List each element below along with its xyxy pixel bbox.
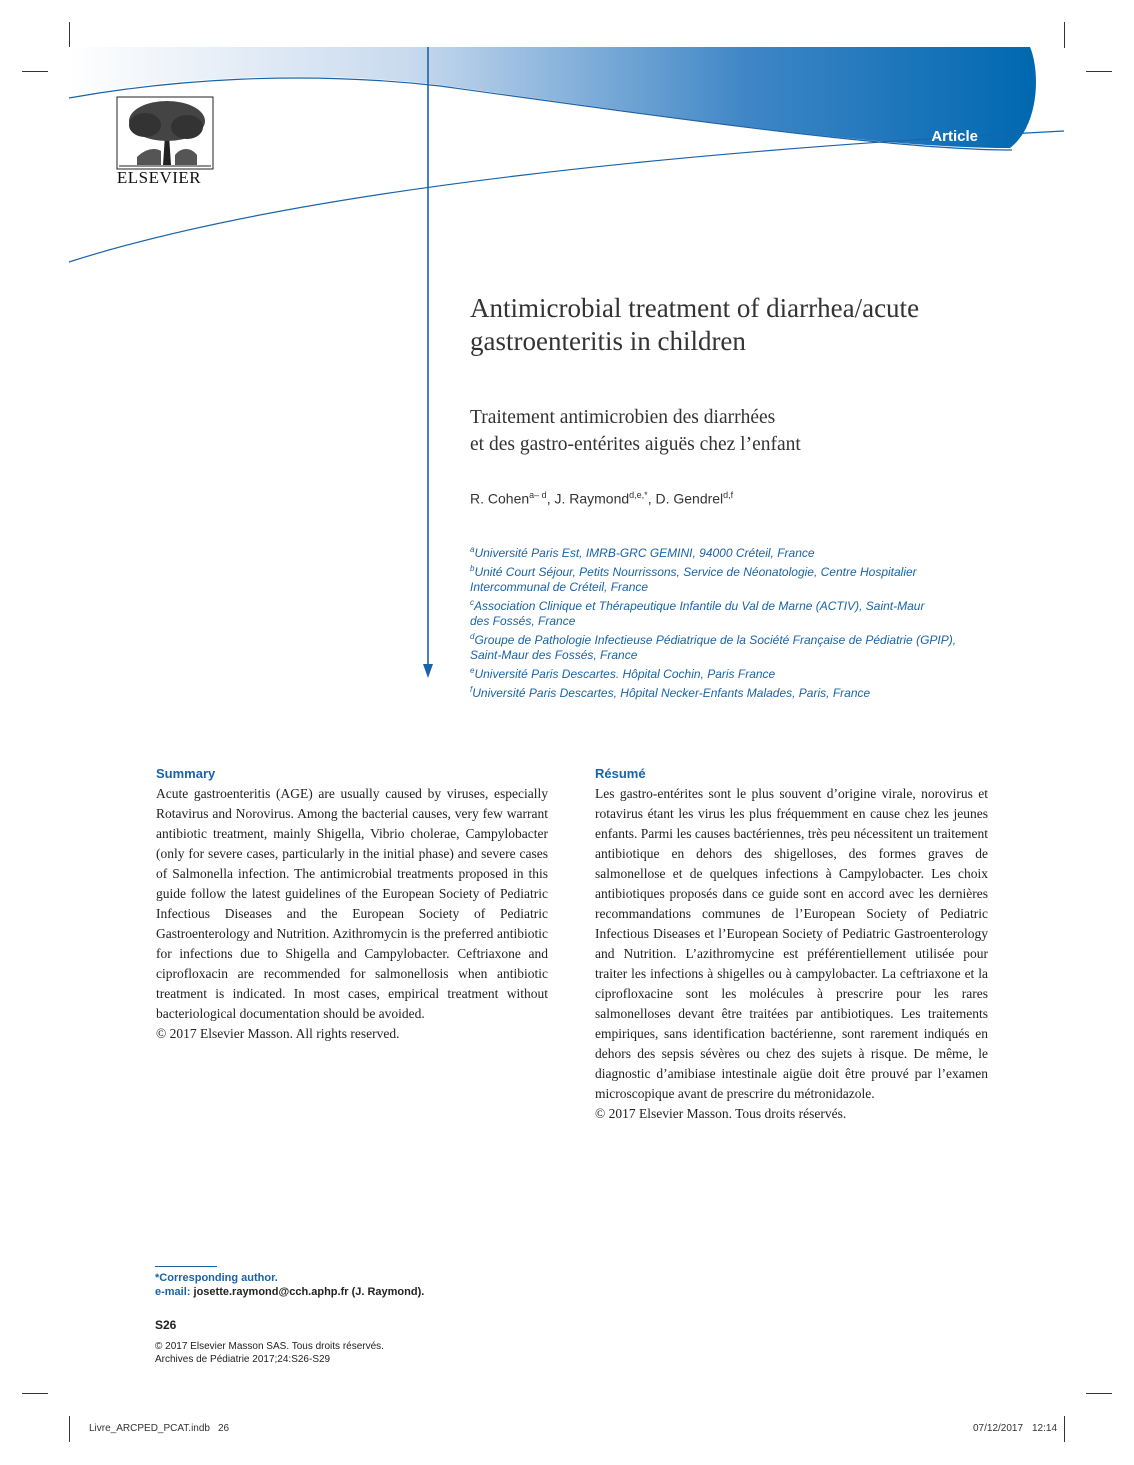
article-title bbox=[470, 292, 1030, 358]
affiliation-text: des Fossés, France bbox=[470, 614, 576, 628]
affiliation-text: Unité Court Séjour, Petits Nourrissons, Service de Néonatologie, Centre Hospitalier bbox=[474, 565, 917, 579]
print-slug-page: 26 bbox=[218, 1423, 230, 1434]
publisher-wordmark: ELSEVIER bbox=[116, 168, 202, 187]
summary-heading: Summary bbox=[156, 766, 216, 781]
resume-text: Les gastro-entérites sont le plus souvent d’origine virale, norovirus et rotavirus étant les virus les plus fréquemment en cause chez les jeunes enfants. Parmi les causes bactériennes, très peu nécessitent un traitement antibiotique en dehors des shigelloses, des formes graves de salmonellose et de quelques infections à Campylobacter. Les choix antibiotiques proposés dans ce guide sont en accord avec les dernières recommandations communes de l’European Society of Pediatric Infectious Diseases et l’European Society of Pediatric Gastroenterology and Nutrition. L’azithromycine est préférentiellement utilisée pour traiter les infections à shigelles ou à campylobacter. La ceftriaxone et la ciprofloxacine sont les molécules à prescrire pour les rares salmonelloses devant être traitées par antibiotiques. Les traitements empiriques, sans identification bactérienne, sont rarement indiqués en dehors des sepsis sévères ou chez des sujets à risque. De même, le diagnostic d’amibiase intestinale aigüe doit être prouvé par l’examen microscopique avant de prescrire du métronidazole. bbox=[595, 786, 988, 1101]
author-name: J. Raymond bbox=[554, 490, 630, 507]
affiliation-item bbox=[470, 542, 1010, 561]
footnote-divider bbox=[155, 1266, 217, 1267]
affiliation-marker: d bbox=[470, 632, 475, 641]
title-line: gastroenteritis in children bbox=[470, 326, 746, 356]
affiliation-text: Saint-Maur des Fossés, France bbox=[470, 648, 638, 662]
affiliation-marker: f bbox=[470, 685, 473, 694]
affiliation-marker: c bbox=[470, 598, 474, 607]
corresponding-email bbox=[155, 1286, 424, 1298]
title-line: Antimicrobial treatment of diarrhea/acute bbox=[470, 293, 920, 323]
footer-copyright: © 2017 Elsevier Masson SAS. Tous droits réservés. bbox=[155, 1341, 384, 1352]
affiliation-item bbox=[470, 663, 1010, 682]
resume-abstract bbox=[595, 784, 988, 1124]
header-wave-line-bottom bbox=[69, 131, 1064, 262]
affiliation-marker: a bbox=[470, 545, 475, 554]
author-affiliation-marker: a– d bbox=[529, 490, 547, 500]
author-affiliation-marker: d,f bbox=[723, 490, 734, 500]
subtitle-line: Traitement antimicrobien des diarrhées bbox=[470, 407, 776, 428]
author-name: D. Gendrel bbox=[655, 490, 724, 507]
summary-text: Acute gastroenteritis (AGE) are usually caused by viruses, especially Rotavirus and Norovirus. Among the bacterial causes, very few warrant antibiotic treatment, mainly Shigella, Vibrio cholerae, Campylobacter (only for severe cases, particularly in the initial phase) and severe cases of Salmonella infection. The antimicrobial treatments proposed in this guide follow the latest guidelines of the European Society of Pediatric Infectious Diseases and the European Society of Pediatric Gastroenterology and Nutrition. Azithromycin is the preferred antibiotic for infections due to Shigella and Campylobacter. Ceftriaxone and ciprofloxacin are recommended for salmonellosis when antibiotic treatment is indicated. In most cases, empirical treatment without bacteriological documentation should be avoided. bbox=[156, 786, 548, 1021]
affiliation-item bbox=[470, 561, 1010, 595]
email-label: e-mail: bbox=[155, 1286, 191, 1298]
journal-citation: Archives de Pédiatrie 2017;24:S26-S29 bbox=[155, 1354, 331, 1365]
crop-mark bbox=[22, 1393, 48, 1394]
subtitle-line: et des gastro-entérites aiguës chez l’enfant bbox=[470, 434, 801, 455]
affiliation-item bbox=[470, 629, 1010, 663]
article-type-label: Article bbox=[931, 128, 978, 145]
print-slug-filename: Livre_ARCPED_PCAT.indb bbox=[89, 1423, 210, 1434]
page-number: S26 bbox=[155, 1318, 177, 1332]
email-link[interactable]: josette.raymond@cch.aphp.fr (J. Raymond). bbox=[193, 1286, 425, 1298]
crop-mark bbox=[1064, 1416, 1065, 1442]
affiliation-text: Intercommunal de Créteil, France bbox=[470, 580, 649, 594]
affiliation-list bbox=[470, 542, 1010, 701]
affiliation-text: Association Clinique et Thérapeutique Infantile du Val de Marne (ACTIV), Saint-Maur bbox=[474, 599, 925, 613]
resume-heading: Résumé bbox=[595, 766, 646, 781]
resume-copyright: © 2017 Elsevier Masson. Tous droits réservés. bbox=[595, 1106, 847, 1121]
author-affiliation-marker: d,e,* bbox=[629, 490, 648, 500]
corresponding-author-note: *Corresponding author. bbox=[155, 1272, 278, 1284]
affiliation-marker: e bbox=[470, 666, 475, 675]
author-name: R. Cohen bbox=[470, 490, 530, 507]
affiliation-item bbox=[470, 682, 1010, 701]
affiliation-text: Université Paris Est, IMRB-GRC GEMINI, 94000 Créteil, France bbox=[474, 546, 815, 560]
article-title-french bbox=[470, 404, 1030, 458]
crop-mark bbox=[69, 1416, 70, 1442]
summary-abstract bbox=[156, 784, 548, 1044]
affiliation-marker: b bbox=[470, 564, 475, 573]
affiliation-text: Groupe de Pathologie Infectieuse Pédiatrique de la Société Française de Pédiatrie (GPIP), bbox=[474, 633, 957, 647]
affiliation-item bbox=[470, 595, 1010, 629]
affiliation-text: Université Paris Descartes, Hôpital Necker-Enfants Malades, Paris, France bbox=[472, 686, 871, 700]
summary-copyright: © 2017 Elsevier Masson. All rights reserved. bbox=[156, 1026, 400, 1041]
vertical-rule-arrow bbox=[423, 664, 433, 678]
print-slug-date: 07/12/2017 bbox=[973, 1423, 1024, 1434]
author-list: R. Cohen$^{a- d}$, J. Raymond$^{d,e,*}$, D. Gendrel$^{d,f}$ bbox=[470, 490, 734, 507]
print-slug-time: 12:14 bbox=[1032, 1423, 1058, 1434]
affiliation-text: Université Paris Descartes. Hôpital Cochin, Paris France bbox=[474, 667, 776, 681]
crop-mark bbox=[1086, 1393, 1112, 1394]
